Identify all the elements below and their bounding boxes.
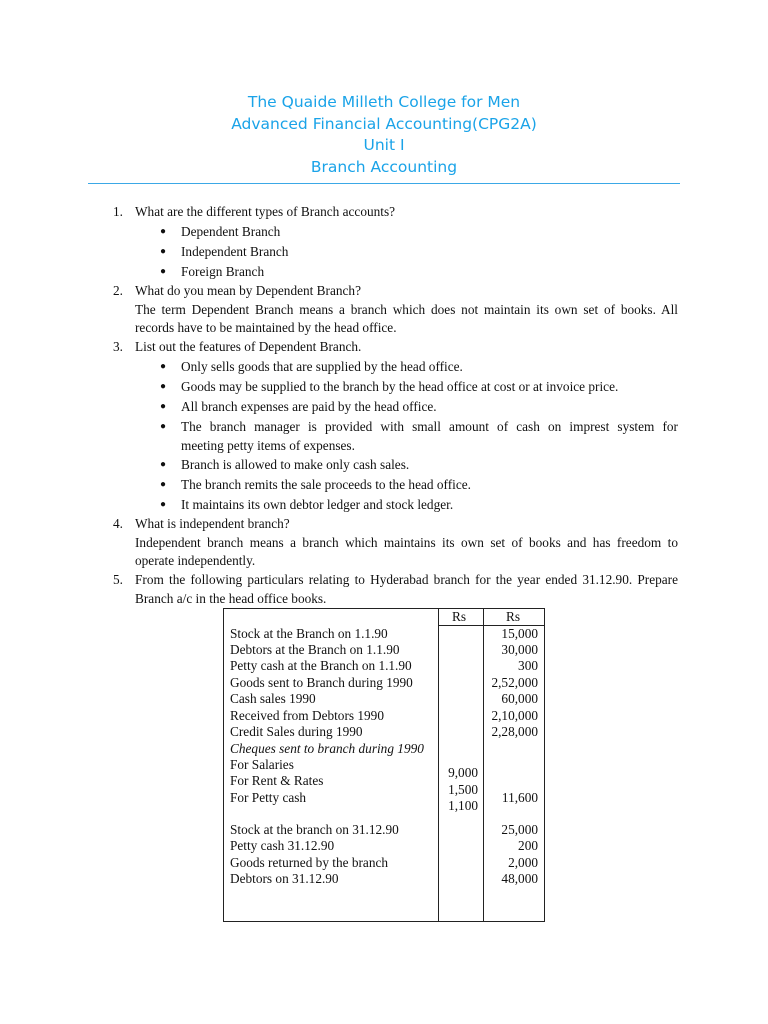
table-row-value: 1,100 (448, 798, 478, 813)
list-item-continuation: meeting petty items of expenses. (181, 438, 355, 453)
list-item: Goods may be supplied to the branch by the head office at cost or at invoice price. (181, 379, 619, 394)
table-row-value: 2,10,000 (491, 708, 538, 723)
answer-text: records have to be maintained by the head office. (135, 320, 397, 335)
table-row-value: 48,000 (501, 871, 538, 886)
table-row-label: Debtors at the Branch on 1.1.90 (230, 642, 400, 657)
table-row-label: Petty cash 31.12.90 (230, 838, 335, 853)
header-divider (88, 183, 680, 184)
question-text: What are the different types of Branch accounts? (135, 204, 396, 219)
list-item: Independent Branch (181, 244, 289, 259)
table-row-label: For Salaries (230, 757, 294, 772)
table-row-value: 300 (518, 658, 538, 673)
table-row-value: 30,000 (501, 642, 538, 657)
table-row-value: 25,000 (501, 822, 538, 837)
college-name: The Quaide Milleth College for Men (247, 93, 521, 111)
question-text: What do you mean by Dependent Branch? (135, 283, 361, 298)
list-item: All branch expenses are paid by the head office. (181, 399, 437, 414)
table-row-label: For Petty cash (230, 790, 307, 805)
answer-text: The term Dependent Branch means a branch which does not maintain its own set of books. All (135, 302, 678, 317)
table-row-value: 200 (518, 838, 538, 853)
bullet-icon: ● (160, 459, 167, 470)
table-row-value: 2,52,000 (491, 675, 538, 690)
list-item: The branch remits the sale proceeds to the head office. (181, 477, 471, 492)
question-text: List out the features of Dependent Branch. (135, 339, 362, 354)
bullet-icon: ● (160, 381, 167, 392)
table-section-heading: Cheques sent to branch during 1990 (230, 741, 424, 756)
table-row-value: 2,28,000 (491, 724, 538, 739)
table-row-label: Goods sent to Branch during 1990 (230, 675, 413, 690)
table-row-value: 1,500 (448, 782, 478, 797)
table-row-value: 9,000 (448, 765, 478, 780)
question-text: Branch a/c in the head office books. (135, 591, 327, 606)
list-item: Foreign Branch (181, 264, 265, 279)
table-row-label: Cash sales 1990 (230, 691, 316, 706)
table-row-value: 2,000 (508, 855, 538, 870)
table-row-label: Received from Debtors 1990 (230, 708, 384, 723)
table-row-label: Stock at the Branch on 1.1.90 (230, 626, 388, 641)
bullet-icon: ● (160, 421, 167, 432)
table-row-label: For Rent & Rates (230, 773, 324, 788)
list-item: The branch manager is provided with small amount of cash on imprest system for (181, 419, 678, 434)
bullet-icon: ● (160, 266, 167, 277)
table-row-label: Goods returned by the branch (230, 855, 389, 870)
bullet-icon: ● (160, 226, 167, 237)
question-number: 2. (113, 283, 123, 298)
answer-text: operate independently. (135, 553, 256, 568)
topic-title: Branch Accounting (310, 157, 458, 176)
question-number: 1. (113, 204, 123, 219)
table-row-value: 60,000 (501, 691, 538, 706)
table-column-header: Rs (506, 609, 521, 624)
course-title: Advanced Financial Accounting(CPG2A) (231, 114, 537, 133)
bullet-icon: ● (160, 246, 167, 257)
question-number: 3. (113, 339, 123, 354)
document-header (88, 92, 680, 178)
bullet-icon: ● (160, 479, 167, 490)
list-item: Dependent Branch (181, 224, 281, 239)
question-text: From the following particulars relating to Hyderabad branch for the year ended 31.12.90. Prepare (135, 572, 678, 587)
table-row-total: 11,600 (501, 790, 538, 805)
table-row-label: Debtors on 31.12.90 (230, 871, 339, 886)
question-text: What is independent branch? (135, 516, 290, 531)
list-item: Branch is allowed to make only cash sales. (181, 457, 410, 472)
question-number: 4. (113, 516, 123, 531)
table-row-value: 15,000 (501, 626, 538, 641)
table-column-header: Rs (452, 609, 467, 624)
bullet-icon: ● (160, 499, 167, 510)
unit-title: Unit I (363, 136, 405, 154)
table-row-label: Credit Sales during 1990 (230, 724, 363, 739)
bullet-icon: ● (160, 361, 167, 372)
table-row-label: Stock at the branch on 31.12.90 (230, 822, 399, 837)
table-row-label: Petty cash at the Branch on 1.1.90 (230, 658, 412, 673)
answer-text: Independent branch means a branch which maintains its own set of books and has freedom to (135, 535, 678, 550)
list-item: Only sells goods that are supplied by the head office. (181, 359, 463, 374)
bullet-icon: ● (160, 401, 167, 412)
list-item: It maintains its own debtor ledger and stock ledger. (181, 497, 454, 512)
question-number: 5. (113, 572, 123, 587)
